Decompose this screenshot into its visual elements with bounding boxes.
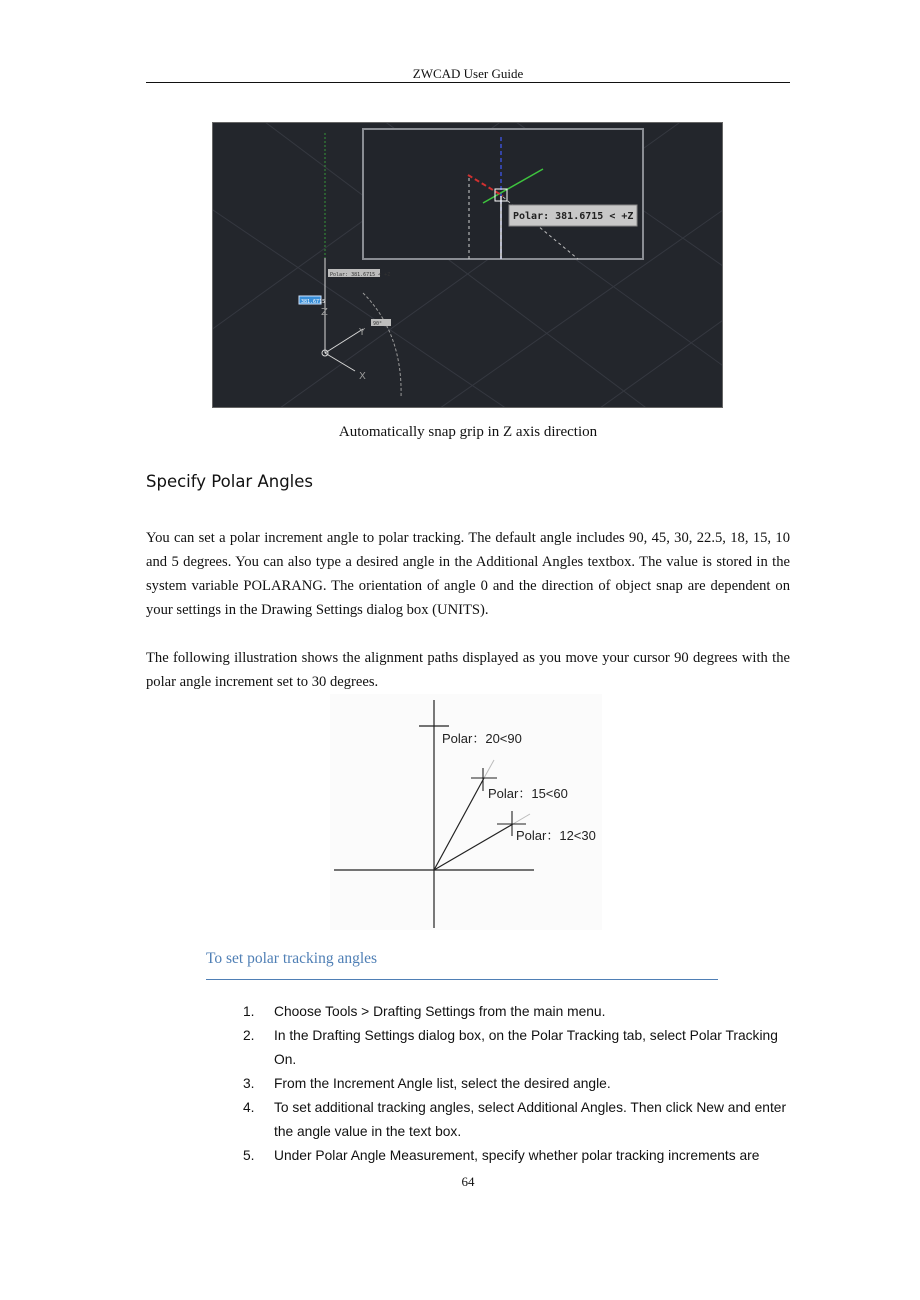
step-text: Choose Tools > Drafting Settings from the main menu. [274, 1004, 606, 1019]
polar-label-30: Polar：12<30 [516, 828, 596, 843]
paragraph-illustration-intro: The following illustration shows the alignment paths displayed as you move your cursor 90 degrees with the polar angle increment set to 30 degrees. [146, 650, 790, 690]
running-header: ZWCAD User Guide [412, 66, 524, 81]
step-item [240, 1000, 790, 1024]
header-rule [146, 82, 790, 83]
polar-label-90: Polar：20<90 [442, 731, 522, 746]
step-item [240, 1096, 790, 1144]
procedure-heading: To set polar tracking angles [206, 950, 378, 967]
cad-viewport [213, 123, 722, 407]
dimension-input: 381.6715 [301, 299, 326, 305]
step-text: From the Increment Angle list, select the desired angle. [274, 1076, 611, 1091]
page-number: 64 [461, 1174, 475, 1189]
axis-y-label: Y [359, 327, 366, 338]
axis-z-label: Z [321, 307, 328, 318]
angle-label: 90° [373, 321, 383, 327]
step-number: 4. [243, 1100, 255, 1115]
step-item [240, 1024, 790, 1072]
polar-diagram [330, 694, 602, 930]
step-item [240, 1144, 790, 1168]
cad-screenshot-figure [212, 122, 723, 408]
small-tooltip: Polar: 381.6715 < +Z [330, 272, 391, 278]
polar-label-60: Polar：15<60 [488, 786, 568, 801]
paragraph-polar-increment: You can set a polar increment angle to polar tracking. The default angle includes 90, 45, 30, 22.5, 18, 15, 10 and 5 degrees. You can also type a desired angle in the Additional Angles textbox. The value is stored in the system variable POLARANG. The orientation of angle 0 and the direction of object snap are dependent on your settings in the Drawing Settings dialog box (UNITS). [146, 530, 790, 618]
step-item [240, 1072, 790, 1096]
step-text: Under Polar Angle Measurement, specify whether polar tracking increments are [274, 1148, 760, 1163]
step-text: To set additional tracking angles, select Additional Angles. Then click New and enter the angle value in the text box. [274, 1100, 787, 1139]
section-heading: Specify Polar Angles [146, 472, 314, 491]
step-number: 1. [243, 1004, 255, 1019]
step-number: 5. [243, 1148, 255, 1163]
procedure-steps [240, 1000, 790, 1168]
axis-x-label: X [359, 371, 366, 382]
step-number: 2. [243, 1028, 255, 1043]
step-number: 3. [243, 1076, 255, 1091]
zoom-tooltip: Polar: 381.6715 < +Z [513, 211, 634, 222]
step-text: In the Drafting Settings dialog box, on the Polar Tracking tab, select Polar Tracking On. [274, 1028, 778, 1067]
zoom-inset [363, 129, 643, 259]
track-line-60 [434, 778, 484, 870]
procedure-rule [206, 979, 718, 980]
polar-tracking-figure [330, 694, 602, 930]
figure-caption: Automatically snap grip in Z axis direction [338, 424, 598, 440]
